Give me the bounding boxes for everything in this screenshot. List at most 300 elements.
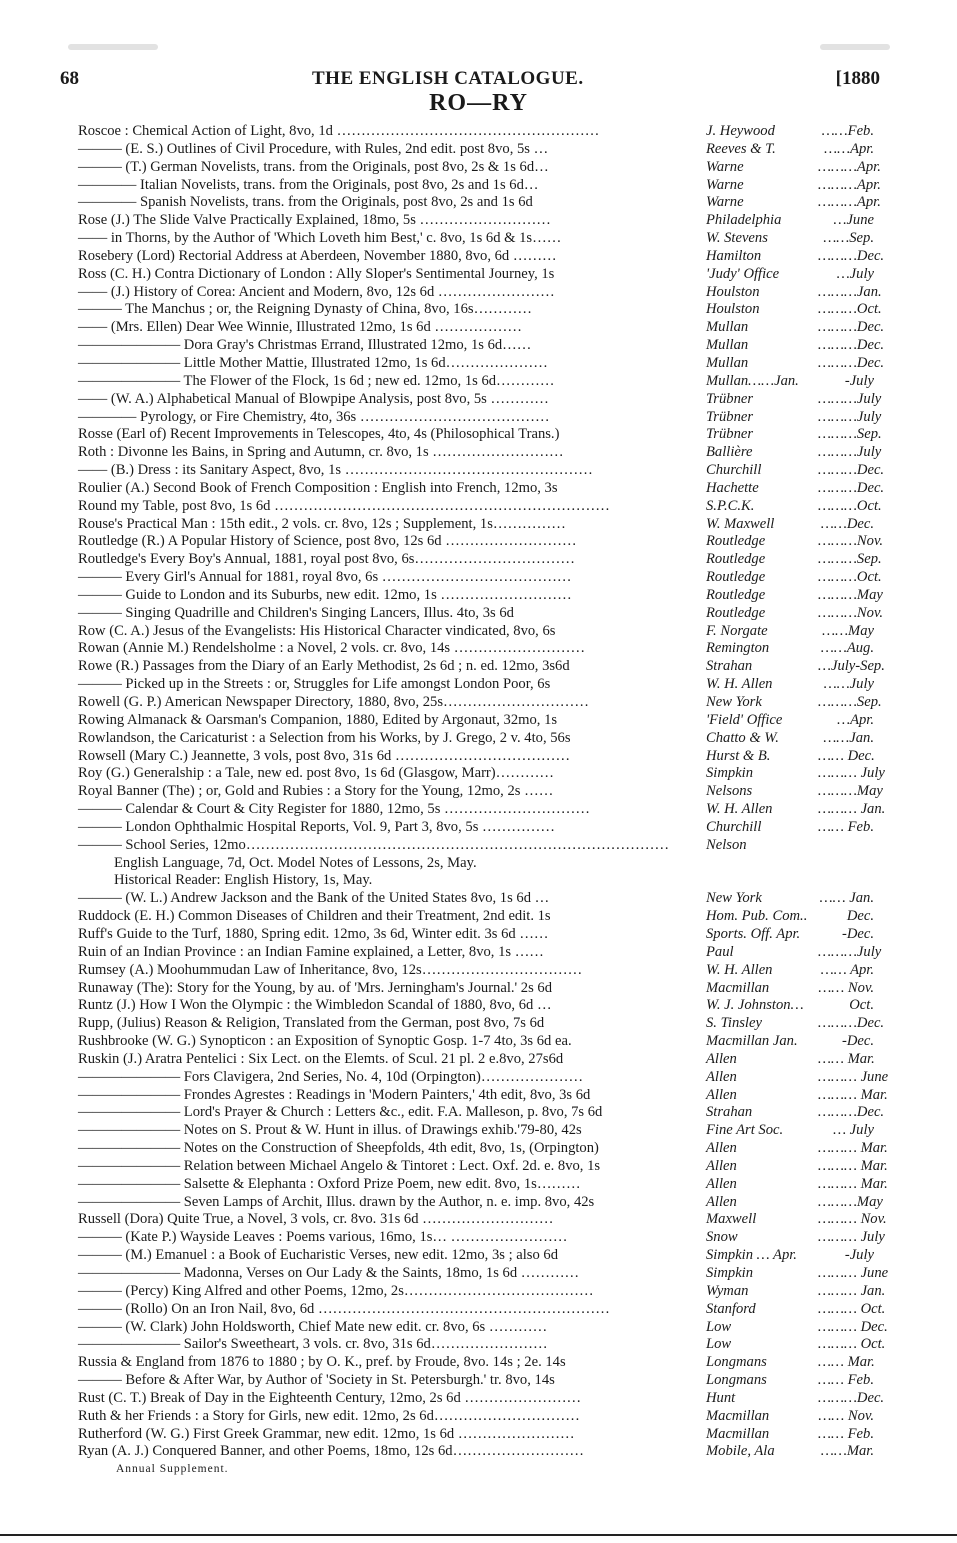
- entry-publisher: Sports. Off. Apr.: [706, 925, 801, 942]
- entry-month: …… Dec.: [818, 747, 875, 764]
- catalogue-entry: [78, 604, 884, 623]
- catalogue-entry: [78, 1389, 885, 1408]
- entry-month: ………Oct.: [818, 497, 882, 514]
- entry-month: ………Sep.: [818, 694, 882, 710]
- catalogue-entry: [78, 1229, 885, 1247]
- catalogue-entry: [78, 1015, 885, 1033]
- catalogue-entry: [78, 1336, 886, 1354]
- entry-month: [818, 855, 874, 873]
- entry-publisher: Mullan: [706, 337, 749, 354]
- entry-publisher: 'Field' Office: [706, 711, 783, 728]
- entry-month: …… Jan.: [819, 890, 874, 907]
- entry-title: Russia & England from 1876 to 1880 ; by O. K., pref. by Froude, 8vo. 14s ; 2e. 14s: [78, 1354, 566, 1371]
- entry-month: ………Dec.: [818, 319, 885, 336]
- catalogue-entry: [78, 586, 883, 605]
- catalogue-entry: [78, 533, 884, 551]
- entry-publisher: F. Norgate: [706, 622, 768, 639]
- catalogue-entry: [78, 658, 885, 676]
- entry-month: ……July: [823, 676, 874, 693]
- catalogue-entry: [78, 1211, 887, 1229]
- catalogue-entry: [78, 1443, 874, 1461]
- entry-publisher: Ballière: [706, 444, 753, 461]
- entry-month: ………July: [818, 390, 882, 407]
- entry-month: ………Sep.: [818, 551, 882, 568]
- entry-title: ——— (W. L.) Andrew Jackson and the Bank of the United States 8vo, 1s 6d …: [78, 890, 550, 907]
- catalogue-entry: [78, 997, 874, 1015]
- entry-publisher: W. H. Allen: [706, 801, 773, 818]
- entry-month: Dec.: [846, 908, 874, 925]
- catalogue-entry: [78, 141, 874, 159]
- entry-month: ……… Oct.: [818, 1300, 886, 1317]
- entry-publisher: Chatto & W.: [706, 729, 779, 746]
- entry-title: Ross (C. H.) Contra Dictionary of London : Ally Sloper's Sentimental Journey, 1s: [78, 265, 555, 282]
- entry-month: ……Jan.: [823, 729, 874, 746]
- catalogue-entry: [78, 1033, 874, 1051]
- entry-title: Russell (Dora) Quite True, a Novel, 3 vols, cr. 8vo. 31s 6d ………………………: [78, 1211, 554, 1228]
- entry-publisher: Macmillan: [706, 979, 770, 996]
- entry-publisher: Routledge: [706, 569, 766, 586]
- entry-publisher: W. J. Johnston…: [706, 997, 804, 1014]
- entry-publisher: Macmillan: [706, 1425, 770, 1442]
- entry-month: …July-Sep.: [818, 658, 885, 675]
- entry-publisher: Allen: [706, 1086, 737, 1103]
- catalogue-entries: [78, 123, 889, 1479]
- catalogue-entry: [78, 1265, 889, 1283]
- entry-month: ……… July: [818, 1229, 885, 1246]
- entry-title: Runaway (The): Story for the Young, by au. of 'Mrs. Jerningham's Journal.' 2s 6d: [78, 979, 553, 996]
- sub-entry: [78, 872, 874, 890]
- entry-publisher: Houlston: [706, 301, 760, 318]
- catalogue-entry: [78, 1104, 885, 1122]
- catalogue-entry: [78, 176, 881, 195]
- entry-publisher: Snow: [706, 1229, 738, 1246]
- entry-title: Rowsell (Mary C.) Jeannette, 3 vols, post 8vo, 31s 6d ………………………………: [78, 747, 571, 764]
- entry-title: Ruth & her Friends : a Story for Girls, new edit. 12mo, 2s 6d…………………………: [78, 1407, 580, 1424]
- entry-month: -July: [844, 372, 874, 389]
- print-smudge: [68, 44, 158, 50]
- entry-month: ……… Jan.: [818, 1282, 886, 1299]
- annual-supplement-note: [78, 1461, 874, 1479]
- entry-publisher: S.P.C.K.: [706, 497, 755, 514]
- entry-publisher: Churchill: [706, 462, 762, 479]
- entry-title: Ruddock (E. H.) Common Diseases of Children and their Treatment, 2nd edit. 1s: [78, 908, 551, 925]
- entry-month: ………Jan.: [818, 283, 882, 300]
- catalogue-entry: [78, 1247, 874, 1265]
- entry-title: ——— (W. Clark) John Holdsworth, Chief Mate new edit. cr. 8vo, 6s …………: [78, 1318, 548, 1335]
- entry-title: ——— (T.) German Novelists, trans. from the Originals, post 8vo, 2s & 1s 6d…: [78, 158, 549, 175]
- catalogue-entry: [78, 551, 882, 569]
- entry-title: Roy (G.) Generalship : a Tale, new ed. post 8vo, 1s 6d (Glasgow, Marr)…………: [78, 765, 555, 782]
- entry-title: Historical Reader: English History, 1s, May.: [114, 872, 373, 889]
- entry-publisher: Hamilton: [706, 247, 762, 264]
- catalogue-entry: [78, 373, 874, 391]
- catalogue-entry: [78, 819, 874, 837]
- entry-publisher: New York: [706, 694, 762, 710]
- catalogue-entry: [78, 926, 874, 944]
- catalogue-entry: [78, 319, 885, 337]
- entry-publisher: W. H. Allen: [706, 961, 773, 978]
- catalogue-entry: [78, 1175, 888, 1194]
- catalogue-entry: [78, 1372, 874, 1390]
- catalogue-entry: [78, 1193, 883, 1212]
- entry-title: Rosse (Earl of) Recent Improvements in Telescopes, 4to, 4s (Philosophical Trans.): [78, 426, 560, 443]
- entry-month: ………July: [818, 444, 882, 461]
- entry-month: ………Nov.: [818, 604, 884, 621]
- entry-month: ………July: [818, 408, 882, 425]
- entry-publisher: Trübner: [706, 426, 754, 443]
- entry-title: Rowlandson, the Caricaturist : a Selection from his Works, by J. Grego, 2 v. 4to, 56s: [78, 729, 571, 746]
- entry-publisher: Routledge: [706, 533, 766, 550]
- entry-month: …… Apr.: [820, 961, 874, 978]
- entry-publisher: Longmans: [706, 1372, 767, 1389]
- entry-title: ——— (Kate P.) Wayside Leaves : Poems various, 16mo, 1s… ……………………: [78, 1229, 568, 1246]
- entry-month: ………Nov.: [818, 533, 884, 550]
- entry-month: -Dec.: [841, 1033, 874, 1050]
- entry-title: ——— (E. S.) Outlines of Civil Procedure, with Rules, 2nd edit. post 8vo, 5s …: [78, 140, 549, 157]
- entry-publisher: Routledge: [706, 586, 766, 603]
- entry-title: ———— Spanish Novelists, trans. from the Originals, post 8vo, 2s and 1s 6d: [78, 194, 533, 211]
- entry-publisher: Mullan: [706, 319, 749, 336]
- entry-publisher: Paul: [706, 943, 734, 960]
- entry-publisher: Stanford: [706, 1300, 756, 1317]
- entry-month: ………May: [818, 783, 883, 800]
- entry-month: [818, 1461, 874, 1479]
- entry-month: …Apr.: [837, 711, 874, 728]
- entry-title: ——— The Manchus ; or, the Reigning Dynasty of China, 8vo, 16s…………: [78, 301, 532, 318]
- entry-month: ………Dec.: [818, 1389, 885, 1406]
- catalogue-entry: [78, 748, 874, 766]
- entry-publisher: Longmans: [706, 1354, 767, 1371]
- entry-title: Ryan (A. J.) Conquered Banner, and other Poems, 18mo, 12s 6d………………………: [78, 1443, 584, 1460]
- entry-publisher: Trübner: [706, 390, 754, 407]
- catalogue-entry: [78, 390, 882, 409]
- catalogue-entry: [78, 123, 874, 141]
- entry-month: …July: [836, 265, 874, 282]
- entry-month: ………Apr.: [818, 176, 881, 193]
- entry-title: ——————— Little Mother Mattie, Illustrated 12mo, 1s 6d…………………: [78, 354, 548, 371]
- entry-month: ………Dec.: [818, 479, 885, 496]
- entry-title: ——— (Rollo) On an Iron Nail, 8vo, 6d ……………………………………………………: [78, 1300, 610, 1317]
- entry-title: Round my Table, post 8vo, 1s 6d ……………………………………………………………: [78, 497, 610, 514]
- entry-month: ……… Nov.: [818, 1211, 887, 1228]
- entry-title: ——— School Series, 12mo……………………………………………………………………………: [78, 836, 670, 853]
- entry-title: Rushbrooke (W. G.) Synopticon : an Exposition of Synoptic Gosp. 1-7 4to, 3s 6d ea.: [78, 1033, 572, 1050]
- entry-publisher: S. Tinsley: [706, 1015, 762, 1032]
- bottom-rule: [0, 1534, 957, 1536]
- entry-publisher: Low: [706, 1336, 732, 1353]
- entry-month: …… Feb.: [818, 1425, 874, 1442]
- entry-month: ………Apr.: [818, 158, 881, 175]
- catalogue-entry: [78, 1140, 888, 1158]
- entry-publisher: [706, 872, 818, 890]
- entry-publisher: Simpkin: [706, 765, 754, 782]
- entry-publisher: Remington: [706, 640, 770, 657]
- entry-month: ……… July: [818, 765, 885, 782]
- entry-title: ——————— Madonna, Verses on Our Lady & the Saints, 18mo, 1s 6d …………: [78, 1265, 580, 1281]
- entry-title: ———— Italian Novelists, trans. from the Originals, post 8vo, 2s and 1s 6d…: [78, 176, 539, 193]
- entry-publisher: Allen: [706, 1050, 737, 1067]
- catalogue-entry: [78, 444, 882, 462]
- catalogue-entry: [78, 943, 882, 962]
- catalogue-entry: [78, 765, 885, 783]
- entry-month: ………Oct.: [818, 301, 882, 318]
- entry-publisher: Mullan: [706, 354, 749, 371]
- entry-month: …… Nov.: [818, 979, 874, 996]
- page-number: 68: [60, 68, 79, 89]
- entry-publisher: Routledge: [706, 551, 766, 568]
- entry-title: ——————— Dora Gray's Christmas Errand, Illustrated 12mo, 1s 6d……: [78, 337, 532, 354]
- entry-publisher: Nelsons: [706, 783, 753, 800]
- entry-month: …… Nov.: [818, 1407, 874, 1424]
- entry-month: ……Aug.: [820, 640, 874, 657]
- entry-month: ………Dec.: [818, 337, 885, 354]
- catalogue-entry: [78, 890, 874, 908]
- entry-title: ——— Calendar & Court & City Register for 1880, 12mo, 5s …………………………: [78, 801, 590, 818]
- entry-title: Rowell (G. P.) American Newspaper Directory, 1880, 8vo, 25s…………………………: [78, 694, 589, 710]
- entry-title: —— (B.) Dress : its Sanitary Aspect, 8vo, 1s ……………………………………………: [78, 462, 593, 479]
- entry-title: Annual Supplement.: [116, 1463, 229, 1476]
- entry-publisher: Macmillan: [706, 1407, 770, 1424]
- entry-title: Rowe (R.) Passages from the Diary of an Early Methodist, 2s 6d ; n. ed. 12mo, 3s6d: [78, 658, 570, 675]
- entry-publisher: Strahan: [706, 1104, 753, 1121]
- entry-publisher: Hurst & B.: [706, 747, 771, 764]
- catalogue-entry: [78, 283, 882, 302]
- entry-title: Rosebery (Lord) Rectorial Address at Aberdeen, November 1880, 8vo, 6d ………: [78, 247, 557, 264]
- sub-entry: [78, 855, 874, 873]
- entry-publisher: W. H. Allen: [706, 676, 773, 693]
- entry-publisher: Strahan: [706, 658, 753, 675]
- entry-publisher: Simpkin … Apr.: [706, 1247, 797, 1264]
- entry-title: ——— Guide to London and its Suburbs, new edit. 12mo, 1s ………………………: [78, 586, 572, 603]
- catalogue-entry: [78, 1122, 874, 1140]
- entry-publisher: Allen: [706, 1157, 737, 1174]
- catalogue-entry: [78, 1051, 874, 1069]
- catalogue-entry: [78, 569, 882, 587]
- entry-publisher: Hunt: [706, 1389, 736, 1406]
- entry-title: —— in Thorns, by the Author of 'Which Loveth him Best,' c. 8vo, 1s 6d & 1s……: [78, 230, 562, 247]
- entry-title: Rowing Almanack & Oarsman's Companion, 1880, Edited by Argonaut, 32mo, 1s: [78, 711, 558, 728]
- entry-title: —— (W. A.) Alphabetical Manual of Blowpipe Analysis, post 8vo, 5s …………: [78, 390, 549, 407]
- entry-title: ——— Before & After War, by Author of 'Society in St. Petersburgh.' tr. 8vo, 14s: [78, 1372, 555, 1389]
- entry-month: ……Mar.: [820, 1443, 874, 1460]
- catalogue-entry: [78, 908, 874, 926]
- entry-publisher: Allen: [706, 1068, 737, 1085]
- entry-month: …… Feb.: [818, 1372, 874, 1389]
- entry-month: ……Feb.: [821, 123, 874, 139]
- entry-month: -July: [844, 1247, 874, 1264]
- entry-month: ………Oct.: [818, 569, 882, 586]
- entry-publisher: Trübner: [706, 408, 754, 425]
- entry-title: Roscoe : Chemical Action of Light, 8vo, 1d ………………………………………………: [78, 123, 600, 139]
- entry-publisher: Warne: [706, 158, 744, 175]
- entry-publisher: W. Maxwell: [706, 515, 775, 532]
- catalogue-entry: [78, 212, 874, 230]
- entry-publisher: Houlston: [706, 283, 760, 300]
- entry-title: ——————— The Flower of the Flock, 1s 6d ; new ed. 12mo, 1s 6d…………: [78, 372, 555, 389]
- catalogue-entry: [78, 301, 882, 319]
- entry-month: ……Sep.: [823, 230, 874, 247]
- catalogue-entry: [78, 1408, 874, 1426]
- catalogue-entry: [78, 783, 883, 801]
- entry-month: [818, 872, 874, 890]
- entry-month: … July: [833, 1122, 874, 1139]
- entry-month: ……Apr.: [824, 140, 874, 157]
- catalogue-entry: [78, 194, 881, 212]
- entry-title: ——— Singing Quadrille and Children's Singing Lancers, Illus. 4to, 3s 6d: [78, 604, 514, 621]
- catalogue-entry: [78, 354, 885, 373]
- catalogue-entry: [78, 230, 874, 248]
- entry-month: ………Dec.: [818, 462, 885, 479]
- catalogue-entry: [78, 247, 885, 266]
- entry-publisher: W. Stevens: [706, 230, 768, 247]
- entry-title: Rouse's Practical Man : 15th edit., 2 vols. cr. 8vo, 12s ; Supplement, 1s……………: [78, 515, 566, 532]
- entry-publisher: Reeves & T.: [706, 140, 776, 157]
- entry-month: …… Mar.: [818, 1050, 875, 1067]
- entry-month: ……… June: [818, 1068, 889, 1085]
- catalogue-entry: [78, 497, 882, 516]
- entry-month: ………Sep.: [818, 426, 882, 443]
- entry-publisher: Philadelphia: [706, 212, 782, 229]
- entry-publisher: Warne: [706, 176, 744, 193]
- catalogue-entry: [78, 426, 882, 444]
- entry-title: Routledge's Every Boy's Annual, 1881, royal post 8vo, 6s……………………………: [78, 551, 575, 568]
- entry-publisher: Fine Art Soc.: [706, 1122, 784, 1139]
- entry-title: ——— (Percy) King Alfred and other Poems, 12mo, 2s…………………………………: [78, 1282, 594, 1299]
- entry-month: ……… June: [818, 1265, 889, 1281]
- catalogue-entry: [78, 712, 874, 730]
- entry-month: ………Dec.: [818, 354, 885, 371]
- catalogue-year: [1880: [835, 68, 880, 89]
- entry-month: …… Mar.: [818, 1354, 875, 1371]
- catalogue-entry: [78, 1318, 888, 1337]
- entry-publisher: Warne: [706, 194, 744, 211]
- entry-publisher: Allen: [706, 1175, 737, 1192]
- entry-title: ——— Every Girl's Annual for 1881, royal 8vo, 6s …………………………………: [78, 569, 572, 586]
- catalogue-entry: [78, 1068, 889, 1087]
- entry-month: ………July: [818, 943, 882, 960]
- entry-title: ——————— Lord's Prayer & Church : Letters &c., edit. F.A. Malleson, p. 8vo, 7s 6d: [78, 1104, 603, 1121]
- catalogue-entry: [78, 676, 874, 694]
- catalogue-entry: [78, 462, 885, 480]
- entry-publisher: Macmillan Jan.: [706, 1033, 798, 1050]
- entry-month: ……… Mar.: [818, 1140, 888, 1157]
- entry-publisher: Nelson: [706, 836, 747, 853]
- entry-publisher: [706, 1461, 818, 1479]
- catalogue-entry: [78, 730, 874, 748]
- entry-publisher: Low: [706, 1318, 732, 1335]
- catalogue-entry: [78, 837, 874, 855]
- entry-month: Oct.: [849, 997, 874, 1014]
- entry-month: ……May: [822, 622, 874, 639]
- entry-title: Ruff's Guide to the Turf, 1880, Spring edit. 12mo, 3s 6d, Winter edit. 3s 6d ……: [78, 925, 549, 942]
- entry-publisher: Simpkin: [706, 1265, 754, 1281]
- entry-title: Ruskin (J.) Aratra Pentelici : Six Lect. on the Elemts. of Scul. 21 pl. 2 e.8vo, 27s6d: [78, 1050, 564, 1067]
- entry-title: Royal Banner (The) ; or, Gold and Rubies : a Story for the Young, 12mo, 2s ……: [78, 783, 554, 800]
- entry-month: …… Feb.: [818, 818, 874, 835]
- catalogue-entry: [78, 516, 874, 534]
- entry-title: —— (Mrs. Ellen) Dear Wee Winnie, Illustrated 12mo, 1s 6d ………………: [78, 319, 522, 336]
- entry-title: Routledge (R.) A Popular History of Science, post 8vo, 12s 6d ………………………: [78, 533, 577, 550]
- entry-title: Rose (J.) The Slide Valve Practically Explained, 18mo, 5s ………………………: [78, 212, 551, 229]
- entry-publisher: Wyman: [706, 1282, 749, 1299]
- catalogue-entry: [78, 158, 881, 177]
- catalogue-entry: [78, 337, 885, 355]
- entry-title: ——— London Ophthalmic Hospital Reports, Vol. 9, Part 3, 8vo, 5s ……………: [78, 818, 555, 835]
- entry-title: Runtz (J.) How I Won the Olympic : the Wimbledon Scandal of 1880, 8vo, 6d …: [78, 997, 552, 1014]
- entry-month: ………Dec.: [818, 247, 885, 264]
- catalogue-entry: [78, 694, 882, 712]
- catalogue-entry: [78, 408, 882, 427]
- entry-month: ……… Mar.: [818, 1086, 888, 1103]
- entry-month: ………May: [818, 586, 883, 603]
- catalogue-entry: [78, 479, 885, 498]
- section-heading: RO—RY: [429, 90, 528, 116]
- entry-title: Rutherford (W. G.) First Greek Grammar, new edit. 12mo, 1s 6d ……………………: [78, 1425, 575, 1442]
- entry-month: ……… Oct.: [818, 1336, 886, 1353]
- entry-publisher: New York: [706, 890, 762, 907]
- entry-month: ……… Mar.: [818, 1157, 888, 1174]
- entry-title: Rupp, (Julius) Reason & Religion, Translated from the German, post 8vo, 7s 6d: [78, 1015, 545, 1032]
- entry-publisher: Churchill: [706, 818, 762, 835]
- entry-title: Rust (C. T.) Break of Day in the Eighteenth Century, 12mo, 2s 6d ……………………: [78, 1389, 582, 1406]
- entry-publisher: Maxwell: [706, 1211, 757, 1228]
- entry-title: ——————— Seven Lamps of Archit, Illus. drawn by the Author, n. e. imp. 8vo, 42s: [78, 1193, 595, 1210]
- entry-month: ……… Dec.: [818, 1318, 888, 1335]
- entry-title: Roulier (A.) Second Book of French Composition : English into French, 12mo, 3s: [78, 479, 558, 496]
- page-title: THE ENGLISH CATALOGUE.: [312, 68, 584, 89]
- entry-title: ———— Pyrology, or Fire Chemistry, 4to, 36s …………………………………: [78, 408, 550, 425]
- catalogue-entry: [78, 1354, 874, 1372]
- entry-title: —— (J.) History of Corea: Ancient and Modern, 8vo, 12s 6d ……………………: [78, 283, 555, 300]
- catalogue-entry: [78, 640, 874, 658]
- entry-month: [818, 837, 874, 855]
- entry-title: Rumsey (A.) Moohummudan Law of Inheritance, 8vo, 12s……………………………: [78, 961, 583, 978]
- entry-title: Rowan (Annie M.) Rendelsholme : a Novel, 2 vols. cr. 8vo, 14s ………………………: [78, 640, 586, 657]
- entry-publisher: Hom. Pub. Com..: [706, 908, 808, 925]
- entry-publisher: Hachette: [706, 479, 759, 496]
- entry-title: ——————— Sailor's Sweetheart, 3 vols. cr. 8vo, 31s 6d……………………: [78, 1336, 548, 1353]
- catalogue-entry: [78, 801, 886, 819]
- entry-publisher: J. Heywood: [706, 123, 775, 139]
- entry-title: ——————— Fors Clavigera, 2nd Series, No. 4, 10d (Orpington)…………………: [78, 1068, 584, 1085]
- entry-month: ………Dec.: [818, 1104, 885, 1121]
- entry-publisher: Allen: [706, 1140, 737, 1157]
- catalogue-entry: [78, 1157, 888, 1176]
- entry-publisher: [706, 855, 818, 873]
- entry-month: …June: [833, 212, 874, 229]
- entry-month: ……… Jan.: [818, 801, 886, 818]
- catalogue-entry: [78, 1086, 888, 1105]
- entry-publisher: Mullan……Jan.: [706, 372, 799, 389]
- entry-publisher: Allen: [706, 1193, 737, 1210]
- entry-title: ——————— Salsette & Elephanta : Oxford Prize Poem, new edit. 8vo, 1s………: [78, 1175, 581, 1192]
- print-smudge: [820, 44, 890, 50]
- entry-title: Ruin of an Indian Province : an Indian Famine explained, a Letter, 8vo, 1s ……: [78, 943, 544, 960]
- catalogue-entry: [78, 980, 874, 998]
- catalogue-entry: [78, 1282, 886, 1301]
- catalogue-entry: [78, 962, 874, 980]
- entry-month: ………May: [818, 1193, 883, 1210]
- entry-title: English Language, 7d, Oct. Model Notes of Lessons, 2s, May.: [114, 854, 477, 871]
- catalogue-entry: [78, 1300, 886, 1319]
- entry-title: Roth : Divonne les Bains, in Spring and Autumn, cr. 8vo, 1s ………………………: [78, 444, 564, 461]
- entry-title: ——————— Frondes Agrestes : Readings in 'Modern Painters,' 4th edit, 8vo, 3s 6d: [78, 1086, 591, 1103]
- entry-month: ………Dec.: [818, 1015, 885, 1032]
- entry-publisher: Mobile, Ala: [706, 1443, 775, 1460]
- entry-title: ——————— Notes on S. Prout & W. Hunt in illus. of Drawings exhib.'79-80, 42s: [78, 1122, 582, 1139]
- catalogue-entry: [78, 623, 874, 641]
- entry-publisher: 'Judy' Office: [706, 265, 780, 282]
